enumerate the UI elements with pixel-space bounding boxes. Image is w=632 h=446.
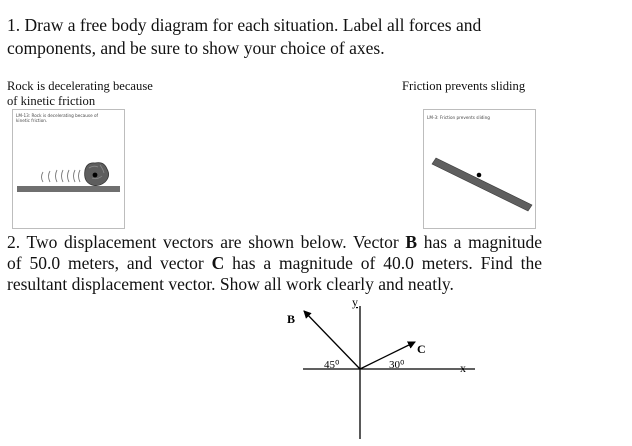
vector-b-label: B xyxy=(287,312,296,326)
rock-scene xyxy=(13,110,124,228)
incline-illustration xyxy=(423,109,536,229)
rock-panel-label-line-1: LM-13: Rock is decelerating because of xyxy=(16,113,99,118)
angle-c-label: 30⁰ xyxy=(389,359,405,371)
question-1-line-1: 1. Draw a free body diagram for each situation. Label all forces and xyxy=(7,15,482,35)
rock-center-dot xyxy=(93,173,98,178)
friction-caption: Friction prevents sliding xyxy=(402,79,526,93)
vector-c-label: C xyxy=(417,342,426,356)
incline-panel-label: LM-3: Friction prevents sliding xyxy=(427,115,490,120)
question-2-line-1: 2. Two displacement vectors are shown below. Vector B has a magnitude xyxy=(7,232,542,252)
rock-panel-label-line-2: kinetic friction. xyxy=(16,118,48,123)
vector-c-arrow xyxy=(360,342,415,369)
question-1-line-2: components, and be sure to show your choice of axes. xyxy=(7,38,385,58)
x-axis-label: x xyxy=(460,361,466,375)
question-2-line-2: of 50.0 meters, and vector C has a magnitude of 40.0 meters. Find the xyxy=(7,253,543,273)
angle-b-label: 45⁰ xyxy=(324,359,340,371)
inclined-board xyxy=(432,158,532,211)
vector-b-bold: B xyxy=(405,232,418,252)
question-2 xyxy=(7,232,542,295)
question-1 xyxy=(7,14,567,60)
vector-diagram xyxy=(280,296,490,441)
ground-surface xyxy=(17,186,120,192)
rock-caption-line-2: of kinetic friction xyxy=(7,94,96,108)
incline-scene xyxy=(424,110,535,228)
question-2-line-3: resultant displacement vector. Show all work clearly and neatly. xyxy=(7,274,454,294)
rock-caption xyxy=(7,79,153,109)
vector-c-bold: C xyxy=(211,253,225,273)
motion-lines xyxy=(42,170,81,182)
rock-caption-line-1: Rock is decelerating because xyxy=(7,79,153,93)
object-dot xyxy=(477,173,482,178)
y-axis-label: y xyxy=(352,296,358,309)
rock-illustration xyxy=(12,109,125,229)
